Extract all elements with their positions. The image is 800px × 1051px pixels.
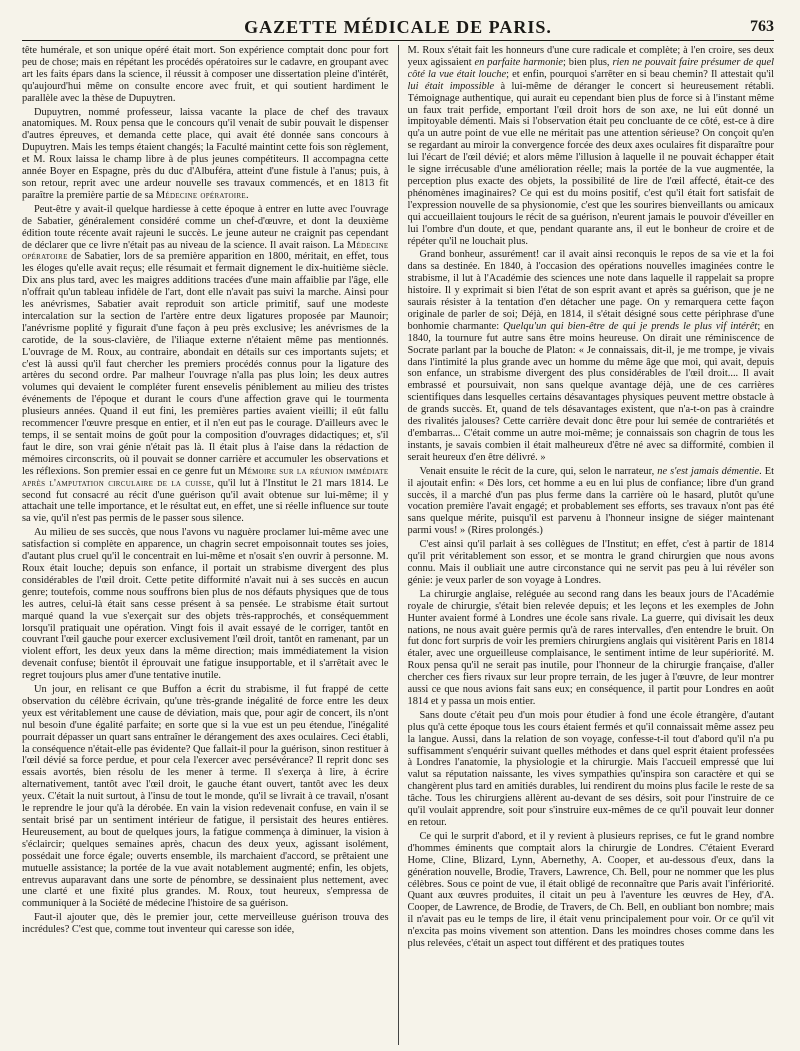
paragraph: Peut-être y avait-il quelque hardiesse à cette époque à entrer en lutte avec l'ouvrage de Sabatier, généralement considéré comme un chef-d'œuvre, et dont la deuxième édition toute récente avait rajeuni le succès. Le jeune auteur ne craignit pas cependant de déclarer que ce livre n'était pas au niveau de la science. Il avait raison. La Médecine opératoire de Sabatier, lors de sa première apparition en 1800, méritait, en effet, tous les éloges qu'elle avait reçus; elle résumait et fermait dignement le dix-huitième siècle. Dix ans plus tard, avec les maigres additions tracées d'une main affaiblie par l'âge, elle n'offrait qu'un tableau infidèle de l'art, dont elle n'avait pas suivi la marche. Ainsi pour les anévrismes, Sabatier avait reproduit son article primitif, sauf une modeste intercalation sur la section de l'artère entre deux ligatures proposée par Maunoir; l'anévrisme poplité y figurait d'une façon à peu près exclusive; les anévrismes de la carotide, de la sous-clavière, de l'iliaque externe n'étaient même pas mentionnés. L'ouvrage de M. Roux, au contraire, abondait en détails sur ces importants sujets; et c'est là aussi qu'il faut chercher les premiers procédés connus pour la ligature des artères du second ordre. Par malheur l'ouvrage n'alla pas plus loin; les deux autres volumes qui devaient le compléter furent ensevelis péniblement au milieu des tristes événements de l'époque et durant le cours d'une affection grave qui le tourmenta plusieurs années. Quand il eut fini, les premières parties avaient vieilli; il eût fallu recommencer l'œuvre presque en entier, et il n'en eut pas le courage. D'ailleurs avec le temps, il se sentait moins de goût pour la composition d'ouvrages didactiques; et, s'il faut le dire, son vrai génie n'était pas là. Il était plus à l'aise dans la rédaction de mémoires circonscrits, où il pouvait se donner carrière et accumuler les observations et les réflexions. Son premier essai en ce genre fut un Mémoire sur la réunion immédiate après l'amputation circulaire de la cuisse, qu'il lut à l'Institut le 21 mars 1814. Le second fut consacré au récit d'une guérison qu'il avait obtenue sur lui-même; il y attachait une telle importance, et le résultat eut, en effet, une si réelle influence sur toute sa vie, qu'il n'est pas permis de le passer sous silence. <box>22 203 389 525</box>
paragraph: Un jour, en relisant ce que Buffon a écrit du strabisme, il fut frappé de cette observation du célèbre écrivain, qu'une très-grande inégalité de force entre les deux yeux est véritablement une cause de déviation, mais que, pour agir de concert, ils n'ont nul besoin d'une égalité parfaite; en sorte que si la vue est un peu étendue, l'inégalité pourrait dépasser un quart sans entraîner le dérangement des axes oculaires. Ceci établi, la conséquence n'était-elle pas évidente? Que fallait-il pour la guérison, sinon restituer à l'œil dévié sa force perdue, et pour cela l'exercer avec persévérance? Il reprit donc ses essais avortés, bien résolu de les mener à terme. Il s'exerça à lire, à écrire alternativement, tantôt avec l'œil droit, le gauche étant ouvert, tantôt avec les deux yeux. C'était la nuit surtout, à l'insu de tout le monde, qu'il se livrait à ce travail, n'osant le reprendre le jour qu'à la dérobée. En vain la vision redevenait confuse, en vain il se sentait brisé par un sentiment intérieur de fatigue, il persistait des heures entières. Heureusement, au bout de quelques jours, la fatigue commença à diminuer, la vision à s'éclaircir; quelques semaines après, chacun des deux yeux, agissant isolément, possédait une force égale; ouverts ensemble, ils marchaient d'accord, se prêtaient une mutuelle assistance; la portée de la vue avait notablement augmenté; enfin, les objets, entrevus auparavant dans une sorte de pénombre, se dessinaient plus nettement, avec une clarté et une fixité plus grandes. M. Roux, tout heureux, s'empressa de communiquer à la Société de médecine l'histoire de sa guérison. <box>22 684 389 910</box>
column-divider <box>398 45 399 1045</box>
paragraph: Venait ensuite le récit de la cure, qui, selon le narrateur, ne s'est jamais démentie. Et il ajoutait enfin: « Dès lors, cet homme a eu en lui plus de confiance; libre d'un grand succès, il a marché d'un pas plus ferme dans la carrière où le hasard, plutôt qu'une vocation première l'avait engagé; et probablement ses efforts, ses travaux n'ont pas été sans quelque mérite, puisqu'il est parvenu à l'honneur insigne de siéger maintenant parmi vous! » (Rires prolongés.) <box>407 465 774 537</box>
book-title: Médecine opératoire <box>155 189 246 201</box>
left-column <box>22 45 389 1045</box>
journal-title: GAZETTE MÉDICALE DE PARIS. <box>244 17 552 37</box>
paragraph: Sans doute c'était peu d'un mois pour étudier à fond une école étrangère, d'autant plus qu'à cette époque tous les cours étaient fermés et qu'il connaissait même assez peu la langue. Aussi, dans la relation de son voyage, confesse-t-il tout d'abord qu'il n'a pu suffisamment s'enquérir suivant quelles méthodes et dans quel esprit étaient professées à Londres l'anatomie, la physiologie et la chirurgie. Mais l'accueil empressé que lui valut sa réputation naissante, les vives sympathies qu'inspira son caractère et qui se changèrent plus tard en amitiés durables, lui rendirent du moins plus facile le reste de sa tâche. Tous les chirurgiens allèrent au-devant de ses désirs, soit pour l'instruire de ce qu'il voulait apprendre, soit pour s'instruire eux-mêmes de ce qu'il pouvait leur donner en retour. <box>407 709 774 828</box>
paragraph: C'est ainsi qu'il parlait à ses collègues de l'Institut; en effet, c'est à partir de 1814 qu'il prit véritablement son essor, et se montra le grand chirurgien que nous avons connu. Mais il oubliait une autre circonstance qui ne servit pas peu à lui révéler son génie: je veux parler de son voyage à Londres. <box>407 539 774 586</box>
right-column <box>408 45 775 1045</box>
page-number: 763 <box>750 18 774 35</box>
paragraph: M. Roux s'était fait les honneurs d'une cure radicale et complète; à l'en croire, ses deux yeux agissaient en parfaite harmonie; bien plus, rien ne pouvait faire présumer de quel côté la vue était louche; et enfin, pourquoi s'arrêter en si beau chemin? Il attestait qu'il lui était impossible à lui-même de déranger le concert si heureusement rétabli. Témoignage authentique, qui aurait eu cependant bien plus de force si à l'instant même un faux trait perfide, emportant l'œil droit hors de son axe, ne lui eût donné un impitoyable démenti. Mais si l'observation était peu concluante de ce côté, est-ce à dire qu'a un autre point de vue elle ne méritait pas une attention sérieuse? On conçoit qu'en se regardant au miroir la convergence forcée des deux axes oculaires fit disparaître pour lui l'écart de l'œil dévié; et alors même l'illusion à laquelle il ne pouvait échapper était le signe irrécusable d'une amélioration réelle; mais la portée de la vue augmentée, la perception plus exacte des objets, la possibilité de lire de l'œil affecté, était-ce des phénomènes imaginaires? Ce qui est du moins positif, c'est qu'il était fort satisfait de l'expression nouvelle de sa physionomie, c'est que les sourires bienveillants ou amicaux qui accueillaient toujours le récit de sa guérison, n'eurent jamais le pouvoir d'éveiller en lui l'ombre d'un doute, et que, pendant quarante ans, il eut le bonheur de croire et de répéter qu'il ne louchait plus. <box>407 45 774 247</box>
memoir-title: Mémoire sur la réunion immédiate après l'amputation circulaire de la cuisse <box>22 465 389 489</box>
page-header <box>22 14 774 41</box>
paragraph: Dupuytren, nommé professeur, laissa vacante la place de chef des travaux anatomiques. M. Roux pensa que le concours qu'il venait de subir pouvait le dispenser d'autres épreuves, et demanda cette place, qui avait été donnée sans concours à Dupuytren. Mais les temps étaient changés; la Faculté maintint cette fois son règlement, et M. Roux laissa le champ libre à de plus jeunes compétiteurs. Il accompagna cette année Boyer en Espagne, près du duc d'Albuféra, atteint d'une fistule à l'anus; puis, à son retour, reprit avec une ardeur nouvelle ses travaux commencés, et en 1813 fit paraître la première partie de sa Médecine opératoire. <box>22 106 389 201</box>
paragraph: Grand bonheur, assurément! car il avait ainsi reconquis le repos de sa vie et la foi dans sa destinée. En 1840, à l'occasion des opérations nouvelles imaginées contre le strabisme, il lut à l'Académie des sciences une note dans laquelle il rappelait sa propre histoire. Il y exprimait si bien l'état de son esprit avant et après sa guérison, que je ne saurais résister à la tentation d'en détacher une page. On y remarquera cette façon originale de parler de soi; Déjà, en 1814, il s'était désigné sous cette périphrase d'une bonhomie charmante: Quelqu'un qui bien-être de qui je prends le plus vif intérêt; en 1840, la tournure fut autre sans être moins heureuse. On dirait une réminiscence de Socrate parlant par la bouche de Platon: « Je connaissais, dit-il, je me trompe, je vivais dans l'intimité la plus grande avec un homme du même âge que moi, qui avait, depuis son enfance, un strabisme divergent des plus considérables de l'œil droit.... Il avait embrassé et poursuivait, non sans quelque avantage déjà, une de ces carrières scientifiques dans lesquelles certains désavantages physiques peuvent mettre obstacle à de grands succès. Et, quand de tels désavantages existent, que n'a-t-on pas à craindre des rivalités jalouses? Cette carrière devait donc être pour lui semée de contrariétés et d'embarras... C'était comme un autre moi-même; je connaissais son chagrin de tous les instants, je savais combien il était malheureux d'être né avec sa difformité, combien il serait heureux d'en être délivré. » <box>407 249 774 463</box>
paragraph: Ce qui le surprit d'abord, et il y revient à plusieurs reprises, ce fut le grand nombre d'hommes éminents que comptait alors la chirurgie de Londres. C'étaient Everard Home, Cline, Blizard, Lynn, Abernethy, A. Cooper, et au-dessous d'eux, dans la génération nouvelle, Brodie, Travers, Lawrence, Ch. Bell, pour ne nommer que les plus célèbres. Sous ce point de vue, il était obligé de reconnaître que Paris avait l'infériorité. Quant aux œuvres produites, il citait un peu à l'aventure les œuvres de Hey, d'A. Cooper, de Lawrence, de Brodie, de Travers, de Ch. Bell, en oubliant bon nombre; mais il n'avait pas eu le temps de lire, il était venu principalement pour voir. Or ce qu'il vit n'excita pas moins vivement son attention. Dans les moindres choses comme dans les plus relevées, c'était un aspect tout différent et des pratiques toutes <box>407 830 774 950</box>
paragraph: Faut-il ajouter que, dès le premier jour, cette merveilleuse guérison trouva des incrédules? C'est que, comme tout inventeur qui caresse son idée, <box>22 912 389 936</box>
book-title: Médecine opératoire <box>22 239 389 263</box>
paragraph: Au milieu de ses succès, que nous l'avons vu naguère proclamer lui-même avec une satisfaction si complète en apparence, un chagrin secret empoisonnait toutes ses joies, d'autant plus cruel qu'il le concentrait en lui-même et n'osait s'en ouvrir à personne. M. Roux était louche; depuis son enfance, il portait un strabisme divergent des plus considérables de l'œil droit. Cette petite difformité n'avait nui à ses succès en aucun genre; toutefois, comme nous souffrons bien plus de nos défauts physiques que de tous les autres, celui-là était sans cesse présent à sa pensée. Le strabisme était surtout marqué quand la vue s'exerçait sur des objets très-rapprochés, et conséquemment lorsqu'il pratiquait une opération. Vingt fois il avait essayé de le corriger, tantôt en couvrant l'œil gauche pour exercer exclusivement l'œil droit, tantôt en ramenant, par un violent effort, les deux yeux dans la même direction; mais immédiatement la vision devenait confuse; bientôt il éprouvait une fatigue insupportable, et il s'arrêtait avec le regret toujours plus amer d'une tentative inutile. <box>22 527 389 682</box>
paragraph: La chirurgie anglaise, reléguée au second rang dans les beaux jours de l'Académie royale de chirurgie, s'était bien relevée depuis; et les leçons et les exemples de John Hunter avaient formé à Londres une école sans rivale. La guerre, qui divisait les deux nations, ne nous avait guère permis qu'à de rares intervalles, d'en entendre le bruit. On fut donc fort surpris de voir les premiers chirurgiens anglais qui visitèrent Paris en 1814 étaler, avec une orgueilleuse complaisance, le sentiment intime de leur supériorité. M. Roux pensa qu'il ne serait pas inutile, pour l'honneur de la chirurgie française, d'aller chercher ces fiers rivaux sur leur propre terrain, de les juger à l'œuvre, de leur montrer aussi ce que nous avions fait sans eux; en conséquence, il partit pour Londres en août 1814 et y passa un mois entier. <box>407 588 774 707</box>
article-columns <box>22 45 774 1045</box>
paragraph: tête humérale, et son unique opéré était mort. Son expérience comptait donc pour fort peu de chose; mais en répétant les procédés opératoires sur le cadavre, en groupant avec art les faits épars dans la science, il réussit à composer une dissertation pleine d'intérêt, qu'aujourd'hui même on consulte encore avec fruit, et qui soutient hardiment le parallèle avec la thèse de Dupuytren. <box>22 45 389 104</box>
